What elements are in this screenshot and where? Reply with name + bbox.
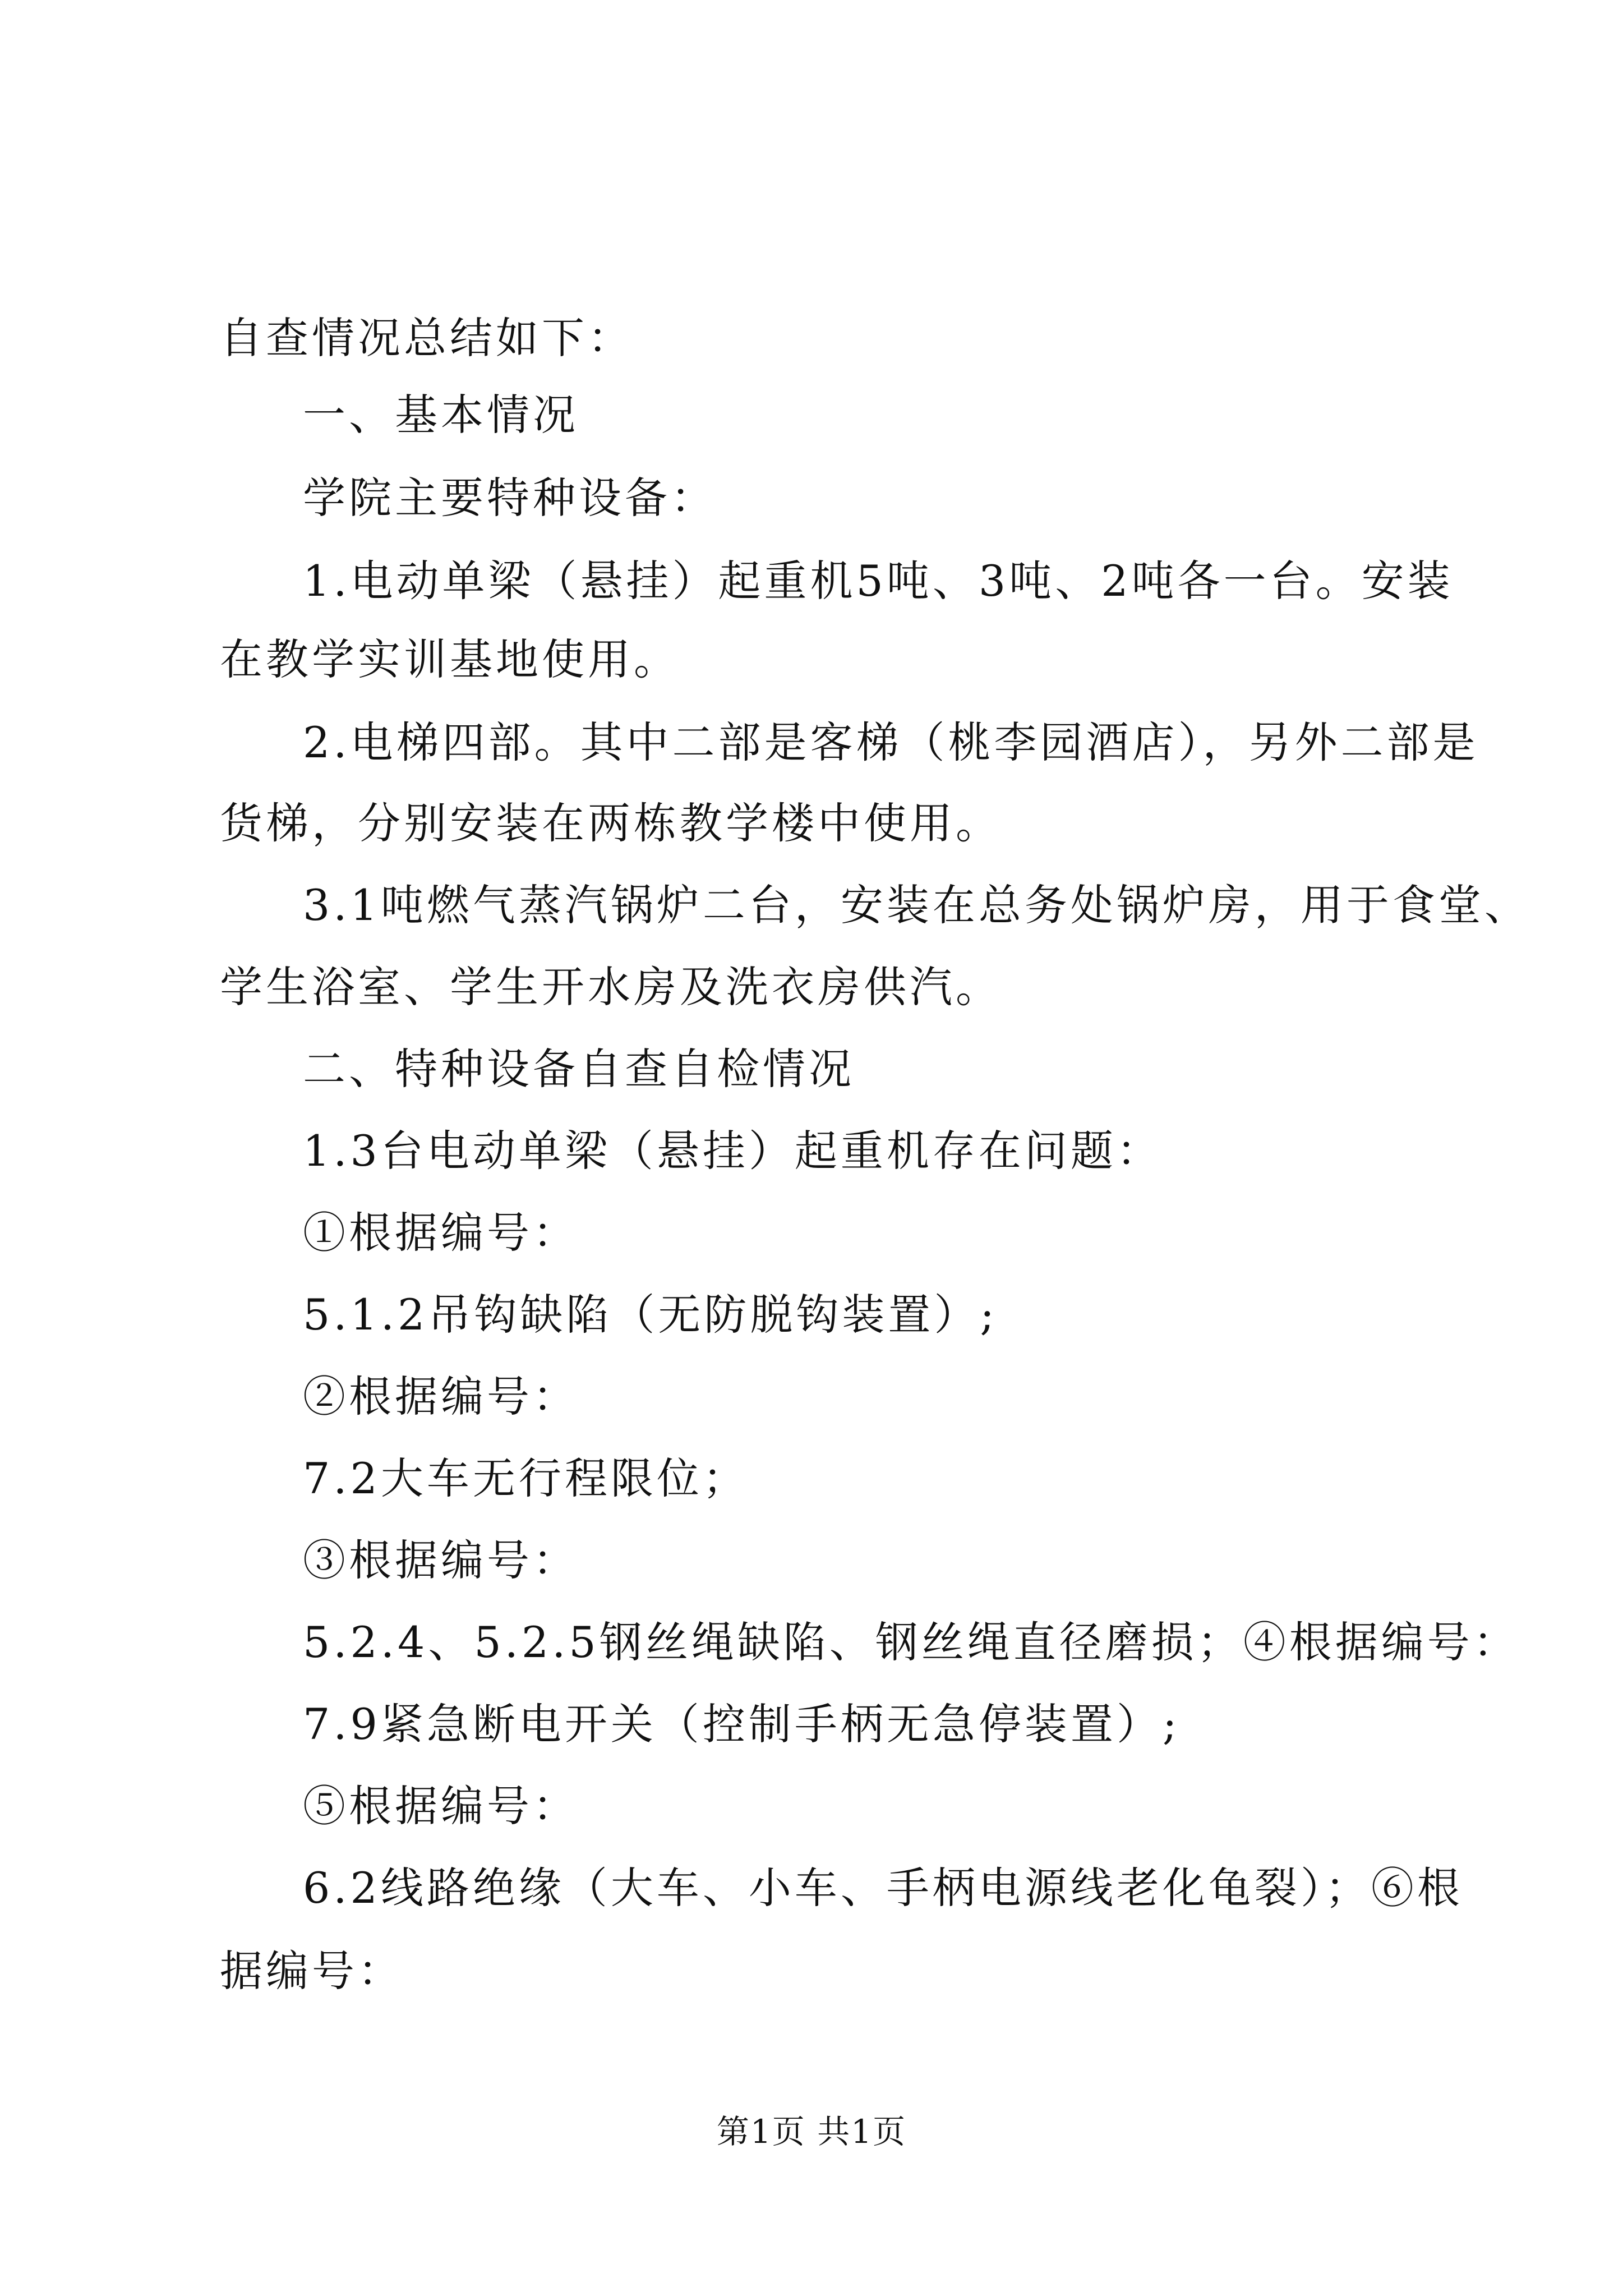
text-line: ⑤根据编号： — [303, 1781, 579, 1831]
section-heading: 一、基本情况 — [303, 390, 579, 440]
text-line: 1.电动单梁（悬挂）起重机5吨、3吨、2吨各一台。安装 — [303, 556, 1454, 606]
text-line: ③根据编号： — [303, 1535, 579, 1585]
text-line: 6.2线路绝缘（大车、小车、手柄电源线老化龟裂）；⑥根 — [303, 1863, 1463, 1913]
text-line: 1.3台电动单梁（悬挂）起重机存在问题： — [303, 1126, 1163, 1176]
text-line: 在教学实训基地使用。 — [220, 634, 680, 684]
page-number-footer: 第1页 共1页 — [716, 2113, 907, 2151]
text-line: 学生浴室、学生开水房及洗衣房供汽。 — [220, 962, 1002, 1012]
text-line: 学院主要特种设备： — [303, 473, 717, 523]
text-line: 3.1吨燃气蒸汽锅炉二台，安装在总务处锅炉房，用于食堂、 — [303, 880, 1530, 930]
text-line: ①根据编号： — [303, 1208, 579, 1258]
text-line: 5.1.2吊钩缺陷（无防脱钩装置）; — [303, 1290, 998, 1340]
text-line: 7.2大车无行程限位； — [303, 1453, 749, 1503]
text-line: 2.电梯四部。其中二部是客梯（桃李园酒店），另外二部是 — [303, 717, 1479, 767]
text-line: 5.2.4、5.2.5钢丝绳缺陷、钢丝绳直径磨损；④根据编号： — [303, 1617, 1519, 1667]
text-line: 7.9紧急断电开关（控制手柄无急停装置）; — [303, 1699, 1181, 1749]
text-line: 货梯，分别安装在两栋教学楼中使用。 — [220, 798, 1002, 848]
text-line: 据编号： — [220, 1946, 404, 1996]
section-heading: 二、特种设备自查自检情况 — [303, 1044, 855, 1094]
text-line: 自查情况总结如下： — [220, 313, 634, 363]
text-line: ②根据编号： — [303, 1372, 579, 1421]
